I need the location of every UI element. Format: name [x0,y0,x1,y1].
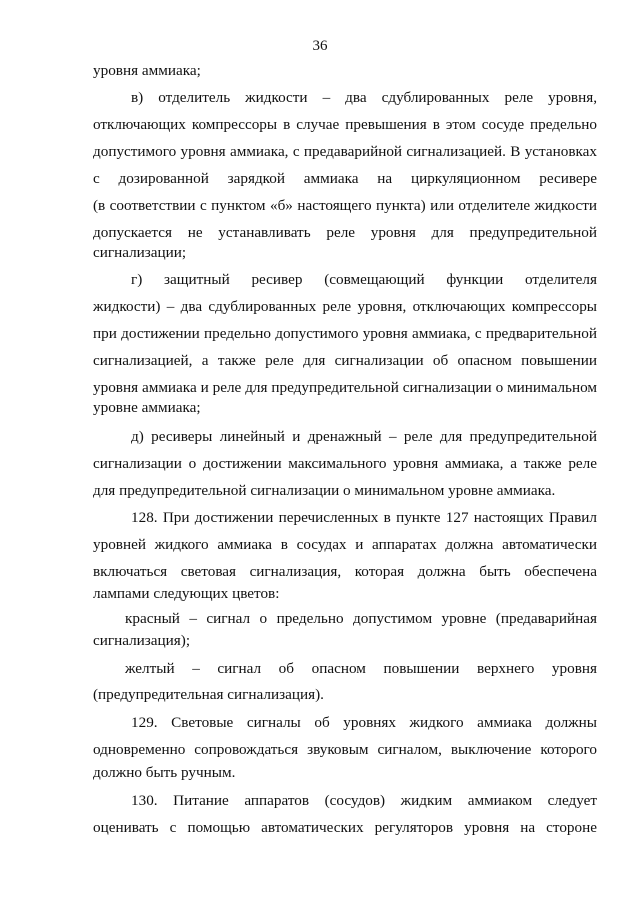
text-line: желтый – сигнал об опасном повышении верхнего уровня [125,660,597,677]
text-line: оценивать с помощью автоматических регуляторов уровня на стороне [93,819,597,836]
text-line: д) ресиверы линейный и дренажный – реле для предупредительной [131,428,597,445]
text-line: допустимого уровня аммиака, с предаварийной сигнализацией. В установках [93,143,597,160]
text-line: одновременно сопровождаться звуковым сигналом, выключение которого [93,741,597,758]
text-line: 129. Световые сигналы об уровнях жидкого аммиака должны [131,714,597,731]
text-line: отключающих компрессоры в случае превышения в этом сосуде предельно [93,116,597,133]
text-line: сигнализации о достижении максимального уровня аммиака, а также реле [93,455,597,472]
text-line: (предупредительная сигнализация). [93,686,324,703]
text-line: (в соответствии с пунктом «б» настоящего пункта) или отделителе жидкости [93,197,597,214]
text-line: уровня аммиака и реле для предупредительной сигнализации о минимальном [93,379,597,396]
text-line: сигнализации; [93,244,187,261]
text-line: уровня аммиака; [93,62,201,79]
text-line: с дозированной зарядкой аммиака на циркуляционном ресивере [93,170,597,187]
text-line: допускается не устанавливать реле уровня для предупредительной [93,224,597,241]
text-line: г) защитный ресивер (совмещающий функции отделителя [131,271,597,288]
text-line: сигнализация); [93,632,191,649]
text-line: сигнализацией, а также реле для сигнализации об опасном повышении [93,352,597,369]
text-line: лампами следующих цветов: [93,585,280,602]
text-line: должно быть ручным. [93,764,236,781]
text-line: 130. Питание аппаратов (сосудов) жидким аммиаком следует [131,792,597,809]
text-line: 128. При достижении перечисленных в пункте 127 настоящих Правил [131,509,597,526]
text-line: включаться световая сигнализация, которая должна быть обеспечена [93,563,597,580]
text-line: для предупредительной сигнализации о минимальном уровне аммиака. [93,482,556,499]
page-number: 36 [312,38,328,54]
text-line: при достижении предельно допустимого уровня аммиака, с предварительной [93,325,597,342]
text-line: уровней жидкого аммиака в сосудах и аппаратах должна автоматически [93,536,597,553]
text-line: в) отделитель жидкости – два сдублированных реле уровня, [131,89,597,106]
text-line: жидкости) – два сдублированных реле уровня, отключающих компрессоры [93,298,597,315]
text-line: красный – сигнал о предельно допустимом уровне (предаварийная [125,610,597,627]
text-line: уровне аммиака; [93,399,201,416]
